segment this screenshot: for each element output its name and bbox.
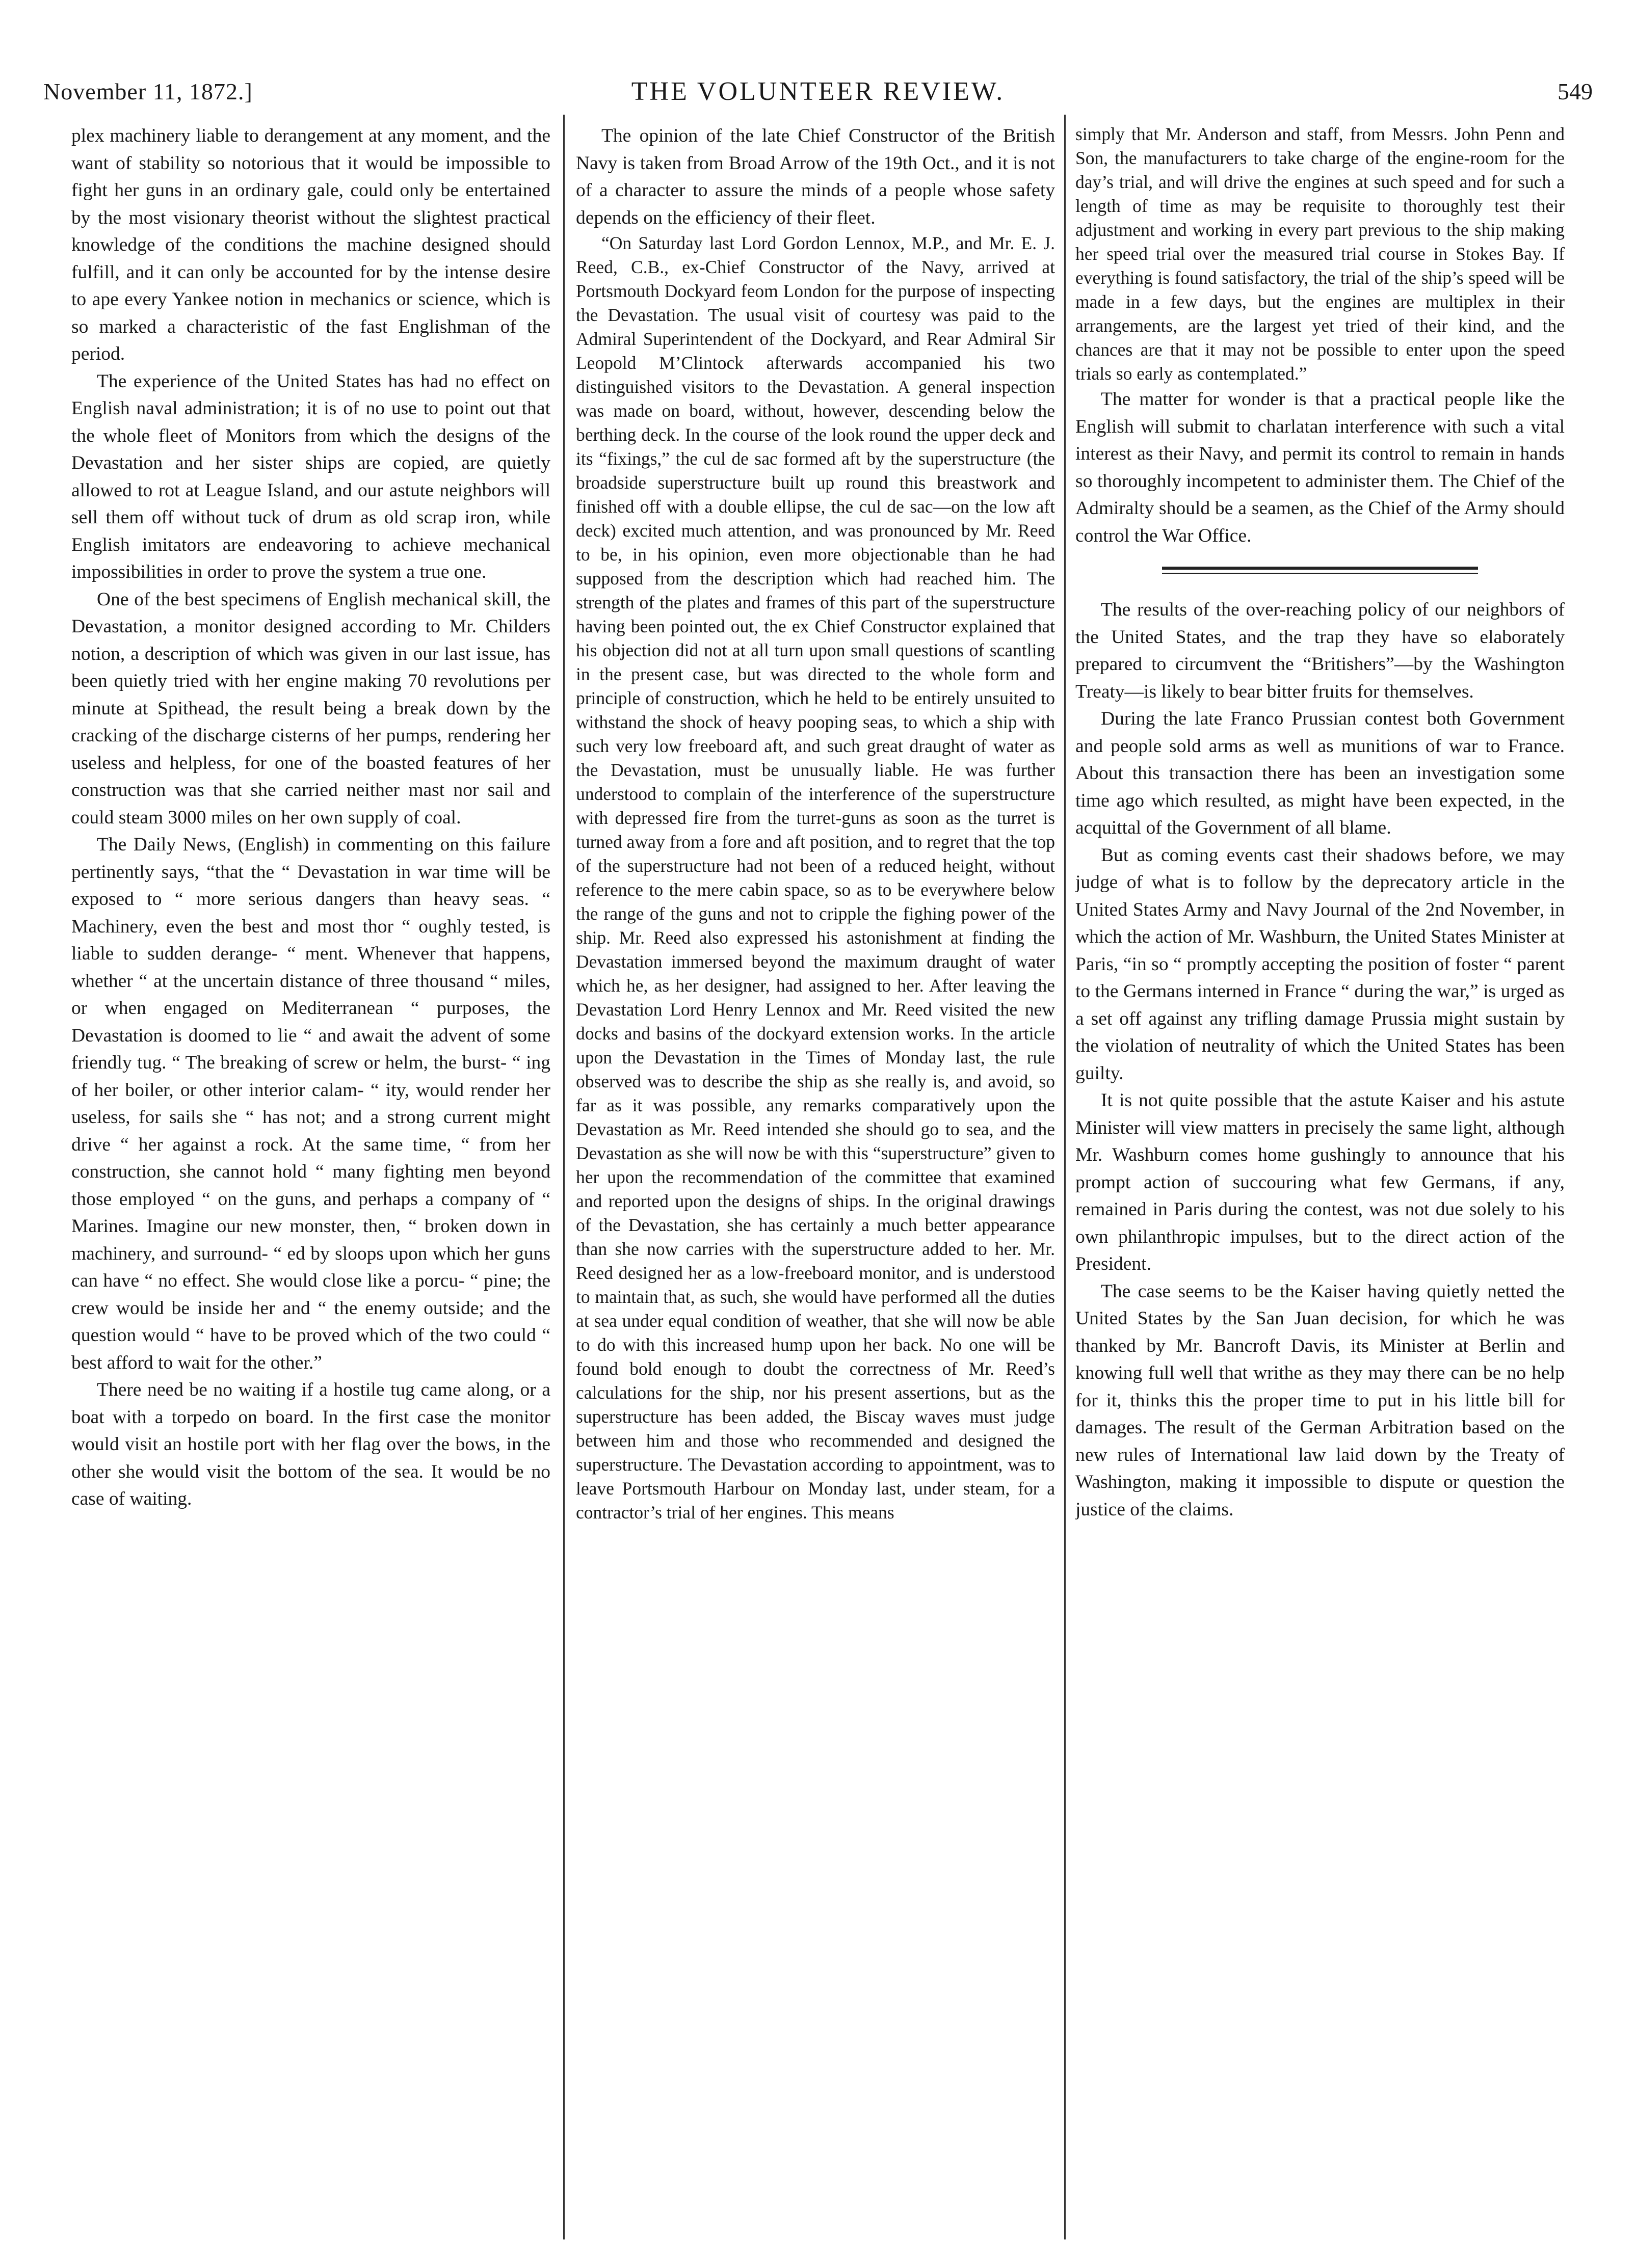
article-paragraph: During the late Franco Prussian contest both Government and people sold arms as well as munitions of war to France. About this transaction there has been an investigation some time ago which resulted, as might have been expected, in the acquittal of the Government of all blame. [1075,708,1565,838]
article-paragraph: The case seems to be the Kaiser having quietly netted the United States by the San Juan decision, for which he was thanked by Mr. Bancroft Davis, its Minister at Berlin and knowing full well that writhe as they may there can be no help for it, thinks this the proper time to put in his little bill for damages. The result of the German Arbitration based on the new rules of International law laid down by the Treaty of Washington, making it impossible to dispute or question the justice of the claims. [1075,1280,1565,1520]
article-paragraph: The matter for wonder is that a practical people like the English will submit to charlatan interference with such a vital interest as their Navy, and permit its control to remain in hands so thoroughly incompetent to administer them. The Chief of the Admiralty should be a seamen, as the Chief of the Army should control the War Office. [1075,389,1565,546]
issue-date: November 11, 1872.] [43,78,253,104]
quoted-report: “On Saturday last Lord Gordon Lennox, M.P., and Mr. E. J. Reed, C.B., ex-Chief Constructor of the Navy, arrived at Portsmouth Dockyard feom London for the purpose of inspecting the Devastation. The usual visit of courtesy was paid to the Admiral Superintendent of the Dockyard, and Rear Admiral Sir Leopold M’Clintock afterwards accompanied his two distinguished visitors to the Devastation. A general inspection was made on board, without, however, descending below the berthing deck. In the course of the look round the upper deck and its “fixings,” the cul de sac formed aft by the superstructure (the broadside superstructure built up round this breastwork and finished off with a double ellipse, the cul de sac—on the low aft deck) excited much attention, and was pronounced by Mr. Reed to be, in his opinion, even more objectionable than he had supposed from the description which had reached him. The strength of the plates and frames of this part of the superstructure having been pointed out, the ex Chief Constructor explained that his objection did not at all turn upon small questions of scantling in the present case, but was directed to the whole form and principle of construction, which he held to be entirely unsuited to withstand the shock of heavy pooping seas, to which a ship with such very low freeboard aft, and such great draught of water as the Devastation, must be unusually liable. He was further understood to complain of the interference of the superstructure with depressed fire from the turret-guns as soon as the turret is turned away from a fore and aft position, and to regret that the top of the superstructure had not been of a reduced height, without reference to the mere cabin space, so as to be everywhere below the range of the guns and not to cripple the fighing power of the ship. Mr. Reed also expressed his astonishment at finding the Devastation immersed beyond the maximum draught of water which he, as her designer, had assigned to her. After leaving the Devastation Lord Henry Lennox and Mr. Reed visited the new docks and basins of the dockyard extension works. In the article upon the Devastation in the Times of Monday last, the rule observed was to describe the ship as she really is, and avoid, so far as it was possible, any remarks comparatively upon the Devastation as Mr. Reed intended she should go to sea, and the Devastation as she will now be with this “superstructure” given to her upon the recommendation of the committee that examined and reported upon the designs of ships. In the original drawings of the Devastation, she has certainly a much better appearance than she now carries with the superstructure added to her. Mr. Reed designed her as a low-freeboard monitor, and is understood to maintain that, as such, she would have performed all the duties at sea under equal condition of weather, that she will now be able to do with this increased hump upon her back. No one will be found bold enough to doubt the correctness of Mr. Reed’s calculations for the ship, nor his present assertions, but as the superstructure has been added, the Biscay waves must judge between him and those who recommended and designed the superstructure. The Devastation according to appointment, was to leave Portsmouth Harbour on Monday last, under steam, for a contractor’s trial of her engines. This means [576,233,1055,1523]
article-paragraph: The results of the over-reaching policy of our neighbors of the United States, and the trap they have so elaborately prepared to circumvent the “Britishers”—by the Washington Treaty—is likely to bear bitter fruits for themselves. [1075,599,1565,702]
quoted-report-continued: simply that Mr. Anderson and staff, from Messrs. John Penn and Son, the manufacturers to take charge of the engine-room for the day’s trial, and will drive the engines at such speed and for such a length of time as may be requisite to thoroughly test their adjustment and working in every part previous to the ship making her speed trial over the measured trial course in Stokes Bay. If everything is found satisfactory, the trial of the ship’s speed will be made in a few days, but the engines are multiplex in their arrangements, are the largest yet tried of their kind, and the chances are that it may not be possible to enter upon the speed trials so early as contemplated.” [1075,124,1565,384]
page-number: 549 [1558,78,1593,104]
section-divider [1162,567,1478,570]
article-paragraph: One of the best specimens of English mechanical skill, the Devastation, a monitor designed according to Mr. Childers notion, a description of which was given in our last issue, has been quietly tried with her engine making 70 revolutions per minute at Spithead, the result being a break down by the cracking of the discharge cisterns of her pumps, rendering her useless and helpless, for one of the boasted features of her construction was that she carried neither mast nor sail and could steam 3000 miles on her own supply of coal. [71,589,550,828]
article-paragraph: plex machinery liable to derangement at any moment, and the want of stability so notorious that it would be impossible to fight her guns in an ordinary gale, could only be entertained by the most visionary theorist without the slightest practical knowledge of the conditions the machine designed should fulfill, and it can only be accounted for by the intense desire to ape every Yankee notion in mechanics or science, which is so marked a characteristic of the fast Englishman of the period. [71,125,550,364]
page-header [43,71,1593,112]
column-3 [1075,122,1565,2247]
article-paragraph: The Daily News, (English) in commenting on this failure pertinently says, “that the “ Devastation in war time will be exposed to “ more serious dangers than heavy seas. “ Machinery, even the best and most thor “ oughly tested, is liable to sudden derange- “ ment. Whenever that happens, whether “ at the uncertain distance of three thousand “ miles, or when engaged on Mediterranean “ purposes, the Devastation is doomed to lie “ and await the advent of some friendly tug. “ The breaking of screw or helm, the burst- “ ing of her boiler, or other interior calam- “ ity, would render her useless, for sails she “ has not; and a strong current might drive “ her against a rock. At the same time, “ from her construction, she cannot hold “ many fighting men beyond those employed “ on the guns, and perhaps a company of “ Marines. Imagine our new monster, then, “ broken down in machinery, and surround- “ ed by sloops upon which her guns can have “ no effect. She would close like a porcu- “ pine; the crew would be inside her and “ the enemy outside; and the question would “ have to be proved which of the two could “ best afford to wait for the other.” [71,834,550,1373]
article-paragraph: It is not quite possible that the astute Kaiser and his astute Minister will view matters in precisely the same light, although Mr. Washburn comes home gushingly to announce that his prompt action of succouring what few Germans, if any, remained in Paris during the contest, was not due solely to his own philanthropic impulses, but to the direct action of the President. [1075,1090,1565,1274]
article-paragraph: The experience of the United States has had no effect on English naval administration; it is of no use to point out that the whole fleet of Monitors from which the designs of the Devastation and her sister ships are copied, are quietly allowed to rot at League Island, and our astute neighbors will sell them off without tuck of drum as old scrap iron, while English imitators are endeavoring to achieve mechanical impossibilities in order to prove the system a true one. [71,370,550,582]
column-divider [1064,115,1066,2239]
section-divider [1162,573,1478,574]
column-2 [576,122,1055,2247]
publication-title: THE VOLUNTEER REVIEW. [631,77,1005,106]
column-divider [563,115,565,2239]
column-1 [71,122,550,2247]
article-paragraph: The opinion of the late Chief Constructor of the British Navy is taken from Broad Arrow of the 19th Oct., and it is not of a character to assure the minds of a people whose safety depends on the efficiency of their fleet. [576,125,1055,228]
article-paragraph: There need be no waiting if a hostile tug came along, or a boat with a torpedo on board. In the first case the monitor would visit an hostile port with her flag over the bows, in the other she would visit the bottom of the sea. It would be no case of waiting. [71,1379,550,1509]
article-paragraph: But as coming events cast their shadows before, we may judge of what is to follow by the deprecatory article in the United States Army and Navy Journal of the 2nd November, in which the action of Mr. Washburn, the United States Minister at Paris, “in so “ promptly accepting the position of foster “ parent to the Germans interned in France “ during the war,” is urged as a set off against any trifling damage Prussia might sustain by the violation of neutrality of which the United States has been guilty. [1075,844,1565,1084]
